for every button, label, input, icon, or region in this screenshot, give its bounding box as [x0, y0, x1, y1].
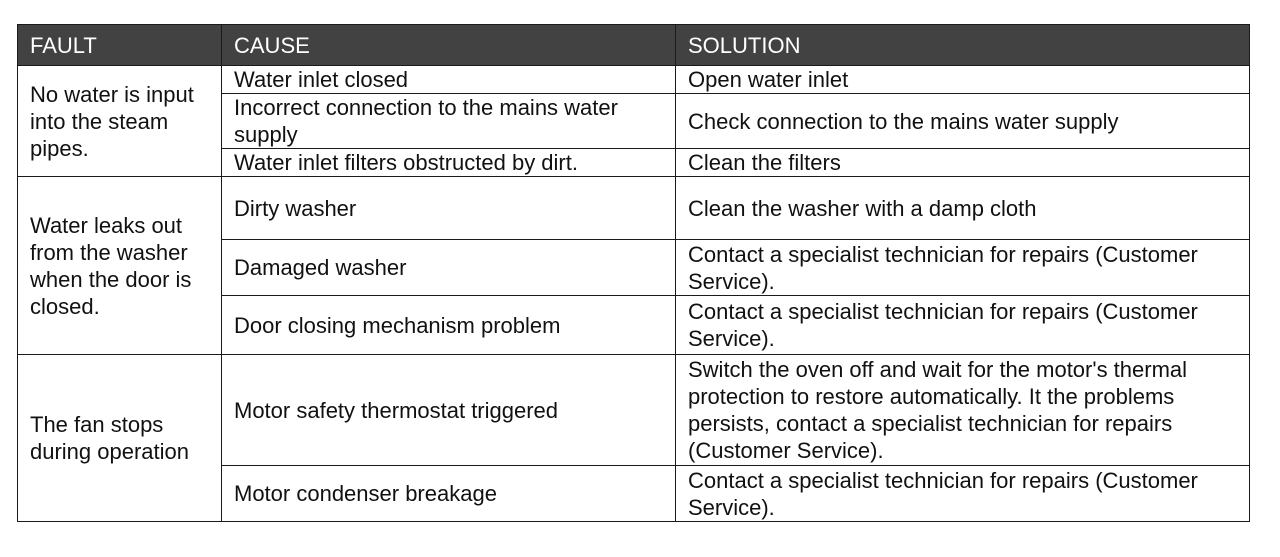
solution-cell: Contact a specialist technician for repairs (Customer Service).	[676, 296, 1250, 355]
solution-cell: Check connection to the mains water supply	[676, 94, 1250, 149]
fault-cell: The fan stops during operation	[18, 355, 222, 522]
fault-cell: Water leaks out from the washer when the door is closed.	[18, 177, 222, 355]
cause-cell: Door closing mechanism problem	[222, 296, 676, 355]
solution-cell: Contact a specialist technician for repairs (Customer Service).	[676, 240, 1250, 296]
solution-cell: Open water inlet	[676, 66, 1250, 94]
troubleshooting-document	[17, 24, 1250, 522]
solution-cell: Contact a specialist technician for repairs (Customer Service).	[676, 466, 1250, 522]
solution-cell: Clean the washer with a damp cloth	[676, 177, 1250, 240]
cause-cell: Motor safety thermostat triggered	[222, 355, 676, 466]
troubleshooting-table	[17, 24, 1250, 522]
cause-cell: Water inlet filters obstructed by dirt.	[222, 149, 676, 177]
cause-cell: Incorrect connection to the mains water supply	[222, 94, 676, 149]
header-fault: FAULT	[18, 25, 222, 66]
fault-cell: No water is input into the steam pipes.	[18, 66, 222, 177]
cause-cell: Damaged washer	[222, 240, 676, 296]
header-row	[18, 25, 1250, 66]
cause-cell: Dirty washer	[222, 177, 676, 240]
header-solution: SOLUTION	[676, 25, 1250, 66]
table-row	[18, 66, 1250, 94]
table-row	[18, 355, 1250, 466]
solution-cell: Switch the oven off and wait for the motor's thermal protection to restore automatically. It the problems persists, contact a specialist technician for repairs (Customer Service).	[676, 355, 1250, 466]
cause-cell: Water inlet closed	[222, 66, 676, 94]
header-cause: CAUSE	[222, 25, 676, 66]
solution-cell: Clean the filters	[676, 149, 1250, 177]
cause-cell: Motor condenser breakage	[222, 466, 676, 522]
table-row	[18, 177, 1250, 240]
